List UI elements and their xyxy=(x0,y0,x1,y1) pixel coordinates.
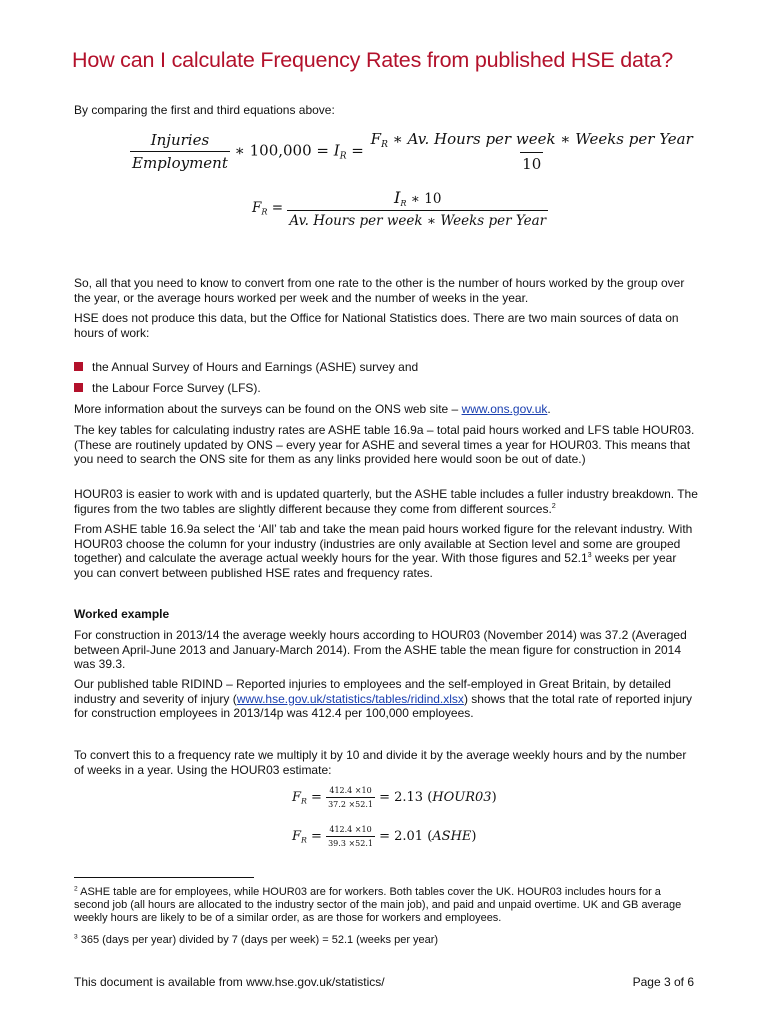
paragraph-1: So, all that you need to know to convert from one rate to the other is the number of hours worked by the group over the year, or the average hours worked per week and the number of weeks in the year. xyxy=(74,276,685,305)
ons-link[interactable]: www.ons.gov.uk xyxy=(461,402,548,416)
footnote-divider xyxy=(74,877,254,878)
bullet-square xyxy=(74,362,83,371)
paragraph-2: HSE does not produce this data, but the Office for National Statistics does. There are two main sources of data on hours of work: xyxy=(74,311,679,340)
paragraph-8: Our published table RIDIND – Reported injuries to employees and the self-employed in Great Britain, by detailed industry and severity of injury (www.hse.gov.uk/statistics/tables/ridind.xlsx) shows that the total rate of reported injury for construction employees in 2013/14p was 412.4 per 100,000 employees. xyxy=(74,677,693,720)
page-number: Page 3 of 6 xyxy=(632,975,694,989)
paragraph-4: The key tables for calculating industry rates are ASHE table 16.9a – total paid hours worked and LFS table HOUR03. (These are routinely updated by ONS – every year for ASHE and several times a year for HOUR03. This means that you need to search the ONS site for them as any links provided here would soon be out of date.) xyxy=(74,423,695,466)
paragraph-3: More information about the surveys can be found on the ONS web site – www.ons.gov.uk. xyxy=(74,402,551,416)
footnote-3: $^3$ 365 (days per year) divided by 7 (days per week) = 52.1 (weeks per year) xyxy=(74,933,439,946)
ridind-link[interactable]: www.hse.gov.uk/statistics/tables/ridind.xlsx xyxy=(236,691,464,706)
eq4-fraction: $\frac{412.4 \times 10}{39.3 \times 52.1}$ xyxy=(328,825,373,848)
intro-text: By comparing the first and third equations above: xyxy=(74,103,335,117)
eq1-rhs-fraction: $\frac{F_R ∗ Av. Hours per week ∗ Weeks per Year}{10}$ xyxy=(370,130,693,174)
eq1-lhs-fraction: $\frac{\text{Injuries}}{\text{Employment}}$ xyxy=(132,131,228,173)
equation-1: $\frac{\text{Injuries}}{\text{Employment}}$ ∗ $100,000 = I_R$ = $\frac{F_R ∗ Av. Hours per week ∗ Weeks per Year}{10}$ xyxy=(132,130,693,174)
paragraph-7: For construction in 2013/14 the average weekly hours according to HOUR03 (November 2014) was 37.2 (Averaged between April-June 2013 and January-March 2014). From the ASHE table the mean figure for construction in 2014 was 39.3. xyxy=(74,628,687,671)
eq3-fraction: $\frac{412.4 \times 10}{37.2 \times 52.1}$ xyxy=(328,786,373,809)
worked-example-heading: Worked example xyxy=(74,607,170,621)
paragraph-5: HOUR03 is easier to work with and is updated quarterly, but the ASHE table includes a fuller industry breakdown. The figures from the two tables are slightly different because they come from different sources.$^2$ xyxy=(74,487,698,516)
eq2-fraction: $\frac{I_R ∗ 10}{\text{Av. Hours per week ∗ Weeks per Year}}$ xyxy=(289,188,547,229)
bullet-square xyxy=(74,383,83,392)
page-title: How can I calculate Frequency Rates from published HSE data? xyxy=(72,48,674,72)
paragraph-9: To convert this to a frequency rate we multiply it by 10 and divide it by the average weekly hours and by the number of weeks in a year. Using the HOUR03 estimate: xyxy=(74,748,687,777)
equation-3: $F_R$ = $\frac{412.4 \times 10}{37.2 \times 52.1}$ = 2.13 (HOUR03) xyxy=(292,786,497,809)
paragraph-6: From ASHE table 16.9a select the ‘All’ tab and take the mean paid hours worked figure for the relevant industry. With HOUR03 choose the column for your industry (industries are only available at Section level and some are grouped together) and calculate the average actual weekly hours for the year. With those figures and 52.1$^3$ weeks per year you can convert between published HSE rates and frequency rates. xyxy=(74,522,693,580)
footer-source: This document is available from www.hse.gov.uk/statistics/ xyxy=(74,975,385,989)
equation-2: $F_R$ = $\frac{I_R ∗ 10}{\text{Av. Hours per week ∗ Weeks per Year}}$ xyxy=(252,188,547,229)
bullet-item-lfs: the Labour Force Survey (LFS). xyxy=(92,381,261,395)
bullet-item-ashe: the Annual Survey of Hours and Earnings (ASHE) survey and xyxy=(92,360,419,374)
equation-4: $F_R$ = $\frac{412.4 \times 10}{39.3 \times 52.1}$ = 2.01 (ASHE) xyxy=(292,825,477,848)
footnote-2: $^2$ ASHE table are for employees, while HOUR03 are for workers. Both tables cover the UK. HOUR03 includes hours for a second job (all hours are allocated to the industry sector of the main job), and paid and unpaid overtime. UK and GB average weekly hours are likely to be of a similar order, as are those for workers and employees. xyxy=(74,885,682,924)
